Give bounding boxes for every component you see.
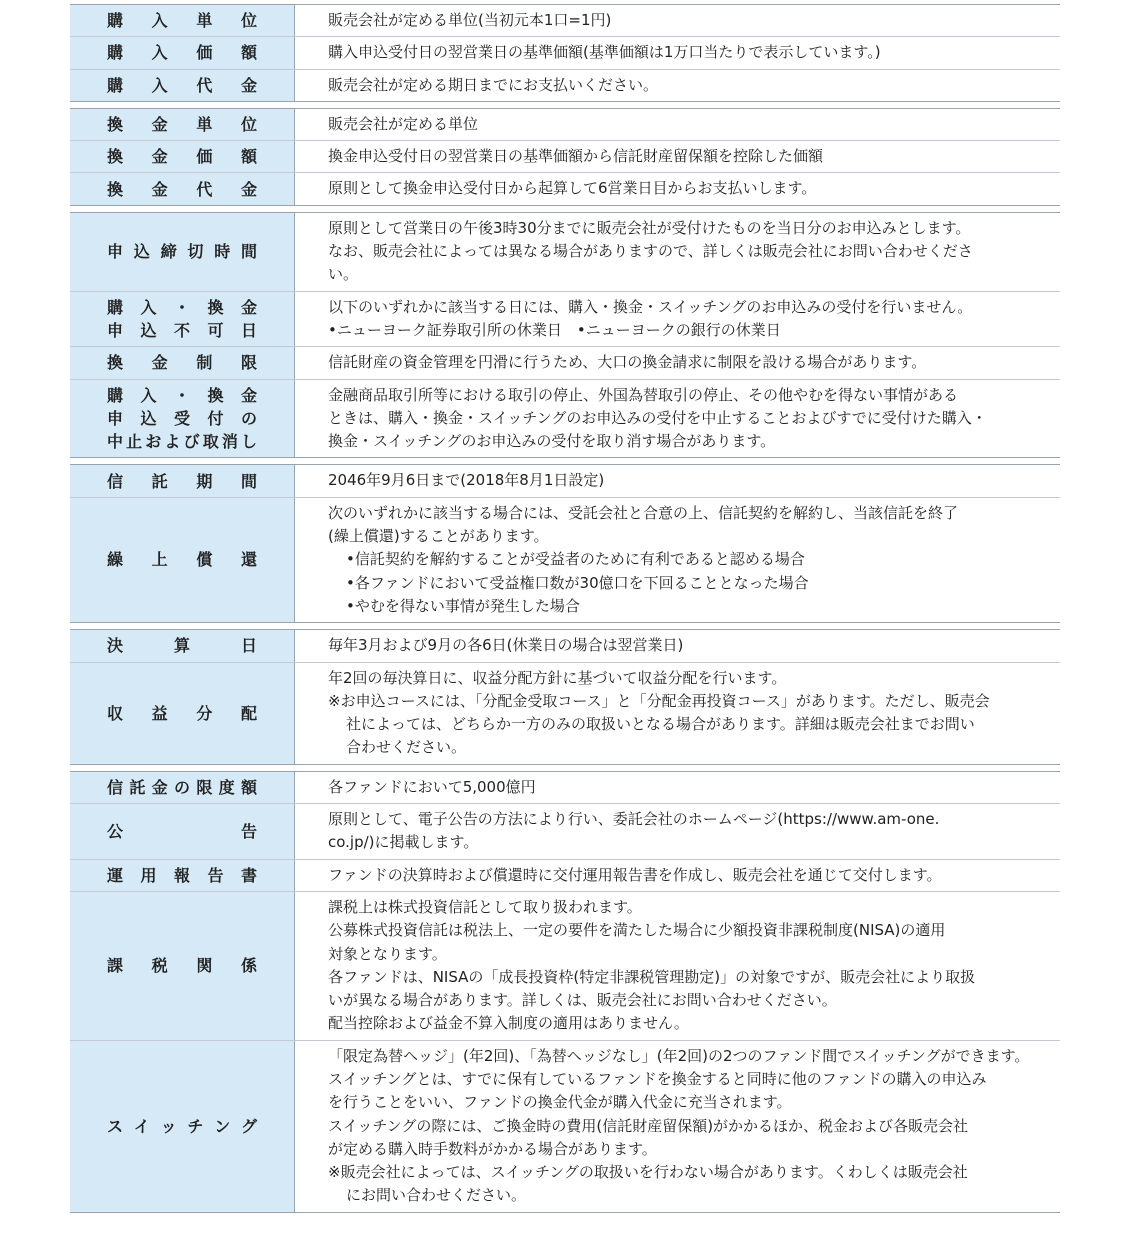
row-content: [295, 1041, 1060, 1212]
table-row: [70, 109, 1060, 140]
content-line: にお問い合わせください。: [346, 1186, 527, 1205]
row-label: [70, 70, 295, 101]
content-line: ファンドの決算時および償還時に交付運用報告書を作成し、販売会社を通じて交付します。: [328, 865, 942, 884]
content-line: (繰上償還)することがあります。: [328, 527, 549, 546]
table-row: [70, 69, 1060, 101]
row-label-line: 公 告: [107, 821, 257, 841]
section-group: [70, 4, 1060, 102]
content-line: co.jp/)に掲載します。: [328, 833, 479, 852]
table-row: [70, 291, 1060, 347]
row-content: [295, 213, 1060, 291]
section-group: [70, 464, 1060, 623]
content-line: 2046年9月6日まで(2018年8月1日設定): [328, 471, 605, 490]
table-row: [70, 172, 1060, 204]
row-content: [295, 465, 1060, 496]
row-label: [70, 5, 295, 36]
row-content: [295, 804, 1060, 859]
content-line: •各ファンドにおいて受益権口数が30億口を下回ることとなった場合: [346, 573, 809, 592]
row-label: [70, 380, 295, 458]
row-label-line: 購 入 代 金: [107, 75, 257, 95]
table-row: [70, 497, 1060, 622]
row-label-line: 換 金 単 位: [107, 115, 257, 135]
content-line: 各ファンドにおいて5,000億円: [328, 777, 536, 796]
row-label-line: 信 託 金 の 限 度 額: [107, 777, 257, 797]
row-label-line: 課 税 関 係: [107, 956, 257, 976]
section-group: [70, 629, 1060, 764]
content-line: スイッチングとは、すでに保有しているファンドを換金すると同時に他のファンドの購入の申込み: [328, 1069, 987, 1088]
table-row: [70, 5, 1060, 36]
row-label: [70, 1041, 295, 1212]
content-line: を行うことをいい、ファンドの換金代金が購入代金に充当されます。: [328, 1093, 792, 1112]
row-content: [295, 498, 1060, 622]
row-label: [70, 347, 295, 378]
content-line: スイッチングの際には、ご換金時の費用(信託財産留保額)がかかるほか、税金および各販売会社: [328, 1116, 969, 1135]
table-row: [70, 140, 1060, 172]
row-content: [295, 892, 1060, 1040]
row-content: [295, 109, 1060, 140]
content-line: •ニューヨーク証券取引所の休業日 •ニューヨークの銀行の休業日: [328, 320, 781, 339]
content-line: 配当控除および益金不算入制度の適用はありません。: [328, 1014, 689, 1033]
row-label: [70, 804, 295, 859]
row-label: [70, 498, 295, 622]
row-content: [295, 292, 1060, 347]
row-label-line: 収 益 分 配: [107, 703, 257, 723]
content-line: いが異なる場合があります。詳しくは、販売会社にお問い合わせください。: [328, 991, 837, 1010]
table-row: [70, 379, 1060, 458]
row-label-line: ス イ ッ チ ン グ: [107, 1116, 257, 1136]
row-label: [70, 109, 295, 140]
table-row: [70, 346, 1060, 378]
row-label: [70, 860, 295, 891]
fund-terms-table: [70, 4, 1060, 1219]
content-line: 社によっては、どちらか一方のみの取扱いとなる場合があります。詳細は販売会社までお問い: [346, 715, 975, 734]
row-label: [70, 292, 295, 347]
table-row: [70, 662, 1060, 764]
table-row: [70, 859, 1060, 891]
row-content: [295, 347, 1060, 378]
row-label: [70, 663, 295, 764]
row-label: [70, 37, 295, 68]
table-row: [70, 630, 1060, 661]
content-line: 換金申込受付日の翌営業日の基準価額から信託財産留保額を控除した価額: [328, 147, 824, 166]
row-content: [295, 772, 1060, 803]
content-line: ※お申込コースには、「分配金受取コース」と「分配金再投資コース」があります。ただし、販売会: [328, 691, 990, 710]
table-row: [70, 465, 1060, 496]
content-line: ときは、購入・換金・スイッチングのお申込みの受付を中止することおよびすでに受付けた購入・: [328, 408, 987, 427]
content-line: 販売会社が定める期日までにお支払いください。: [328, 75, 659, 94]
content-line: が定める購入時手数料がかかる場合があります。: [328, 1139, 657, 1158]
content-line: 各ファンドは、NISAの「成長投資枠(特定非課税管理勘定)」の対象ですが、販売会社により取扱: [328, 967, 976, 986]
content-line: 販売会社が定める単位: [328, 114, 479, 133]
row-label-line: 繰 上 償 還: [107, 550, 257, 570]
content-line: 合わせください。: [346, 738, 467, 757]
row-label: [70, 141, 295, 172]
row-label-line: 換 金 制 限: [107, 353, 257, 373]
section-group: [70, 771, 1060, 1213]
content-line: 換金・スイッチングのお申込みの受付を取り消す場合があります。: [328, 432, 776, 451]
row-content: [295, 860, 1060, 891]
row-content: [295, 630, 1060, 661]
table-row: [70, 213, 1060, 291]
row-label-line: 購 入 価 額: [107, 43, 257, 63]
table-row: [70, 772, 1060, 803]
row-label-line: 購 入 ・ 換 金: [107, 386, 257, 405]
row-label: [70, 630, 295, 661]
row-content: [295, 173, 1060, 204]
row-label-line: 購 入 単 位: [107, 11, 257, 31]
content-line: 信託財産の資金管理を円滑に行うため、大口の換金請求に制限を設ける場合があります。: [328, 353, 927, 372]
content-line: 購入申込受付日の翌営業日の基準価額(基準価額は1万口当たりで表示しています。): [328, 43, 881, 62]
content-line: 「限定為替ヘッジ」(年2回)、「為替ヘッジなし」(年2回)の2つのファンド間でスイッチングができます。: [328, 1046, 1030, 1065]
row-label-line: 運 用 報 告 書: [107, 865, 257, 885]
table-row: [70, 36, 1060, 68]
row-label-line: 申 込 受 付 の: [107, 409, 257, 428]
row-label: [70, 465, 295, 496]
row-label-line: 換 金 価 額: [107, 147, 257, 167]
content-line: なお、販売会社によっては異なる場合がありますので、詳しくは販売会社にお問い合わせくださ: [328, 242, 973, 261]
content-line: 対象となります。: [328, 944, 447, 963]
section-group: [70, 108, 1060, 206]
row-label-line: 購 入 ・ 換 金: [107, 297, 257, 317]
content-line: •信託契約を解約することが受益者のために有利であると認める場合: [346, 550, 805, 569]
row-label: [70, 772, 295, 803]
content-line: 年2回の毎決算日に、収益分配方針に基づいて収益分配を行います。: [328, 668, 787, 687]
row-content: [295, 380, 1060, 458]
row-content: [295, 70, 1060, 101]
content-line: 原則として営業日の午後3時30分までに販売会社が受付けたものを当日分のお申込みとします。: [328, 218, 971, 237]
row-label: [70, 892, 295, 1040]
content-line: 次のいずれかに該当する場合には、受託会社と合意の上、信託契約を解約し、当該信託を終了: [328, 503, 959, 522]
section-group: [70, 212, 1060, 459]
table-row: [70, 1040, 1060, 1212]
row-label-line: 申 込 不 可 日: [107, 320, 257, 340]
table-row: [70, 891, 1060, 1040]
content-line: 販売会社が定める単位(当初元本1口=1円): [328, 11, 612, 29]
content-line: 以下のいずれかに該当する日には、購入・換金・スイッチングのお申込みの受付を行いません。: [328, 297, 973, 316]
row-content: [295, 5, 1060, 36]
content-line: 課税上は株式投資信託として取り扱われます。: [328, 897, 642, 916]
content-line: 原則として換金申込受付日から起算して6営業日目からお支払いします。: [328, 179, 817, 198]
row-label: [70, 213, 295, 291]
content-line: 金融商品取引所等における取引の停止、外国為替取引の停止、その他やむを得ない事情がある: [328, 385, 959, 404]
row-label-line: 換 金 代 金: [107, 179, 257, 199]
row-content: [295, 663, 1060, 764]
row-label: [70, 173, 295, 204]
row-label-line: 申 込 締 切 時 間: [107, 242, 257, 262]
table-row: [70, 803, 1060, 859]
content-line: い。: [328, 265, 359, 284]
row-label-line: 中 止 お よ び 取 消 し: [107, 432, 257, 451]
content-line: 毎年3月および9月の各6日(休業日の場合は翌営業日): [328, 636, 684, 655]
content-line: 原則として、電子公告の方法により行い、委託会社のホームページ(https://www.am-one.: [328, 810, 940, 829]
content-line: •やむを得ない事情が発生した場合: [346, 596, 580, 615]
row-content: [295, 37, 1060, 68]
row-content: [295, 141, 1060, 172]
row-label-line: 決 算 日: [107, 636, 257, 656]
content-line: ※販売会社によっては、スイッチングの取扱いを行わない場合があります。くわしくは販売会社: [328, 1163, 968, 1182]
row-label-line: 信 託 期 間: [107, 471, 257, 491]
content-line: 公募株式投資信託は税法上、一定の要件を満たした場合に少額投資非課税制度(NISA)の適用: [328, 921, 946, 940]
